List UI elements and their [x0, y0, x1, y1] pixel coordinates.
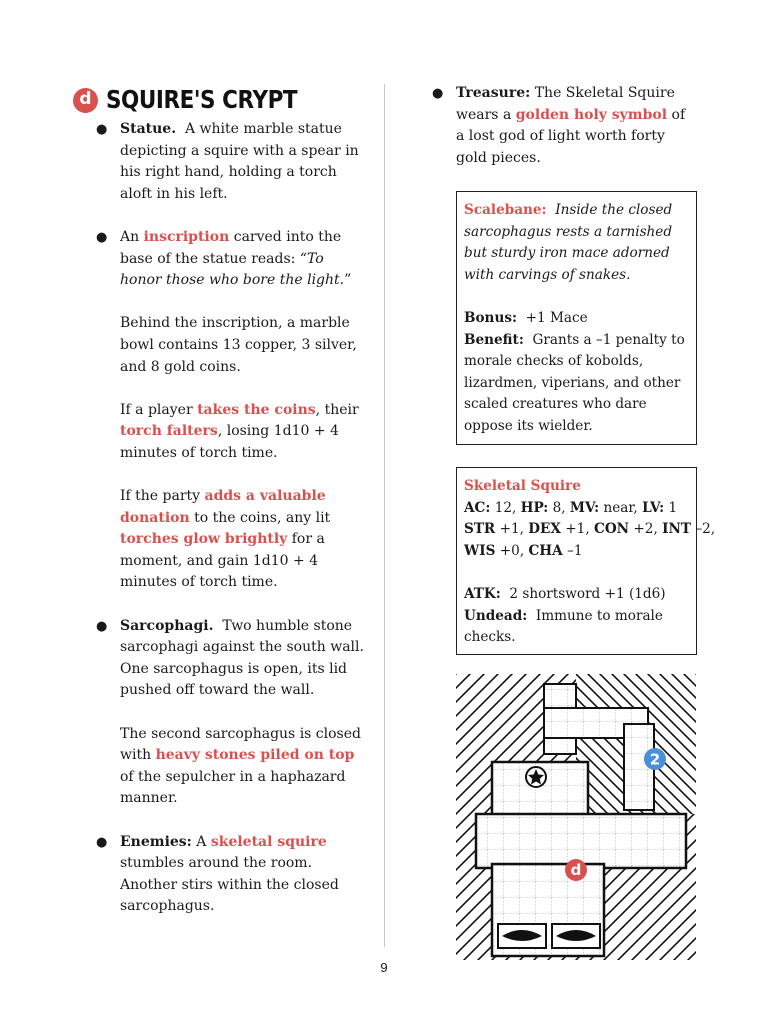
adds-highlight-2: torches glow brightly — [120, 531, 288, 548]
lv-label: LV: — [642, 499, 665, 516]
list-item-sarcophagi — [96, 616, 364, 810]
dex-label: DEX — [528, 521, 561, 538]
enemies-label: Enemies: — [120, 833, 192, 850]
section-heading — [73, 84, 328, 116]
undead-label: Undead: — [464, 607, 528, 624]
inscription-quote: “To honor those who bore the light. — [120, 250, 345, 289]
page-number: 9 — [380, 960, 388, 975]
takes-highlight: takes the coins — [197, 401, 316, 418]
adds-pre: If the party — [120, 488, 205, 505]
stat-block-skeletal-squire — [456, 467, 716, 655]
dex-value: +1, — [565, 521, 590, 538]
str-value: +1, — [499, 521, 524, 538]
enemies-highlight: skeletal squire — [210, 833, 327, 850]
column-divider — [384, 84, 385, 947]
inscription-highlight: inscription — [143, 228, 230, 245]
benefit-value: Grants a –1 penalty to morale checks of kobolds, lizardmen, viperians, and other scaled creatures who dare oppose its wielder. — [464, 331, 685, 434]
takes-highlight-2: torch falters — [120, 423, 218, 440]
cha-value: –1 — [567, 542, 583, 559]
room-badge: d — [73, 88, 98, 113]
wis-value: +0, — [499, 542, 525, 559]
hp-value: 8, — [552, 499, 566, 516]
mv-value: near, — [603, 499, 638, 516]
list-item-statue — [96, 119, 364, 205]
bonus-label: Bonus: — [464, 309, 517, 326]
bonus-value: +1 Mace — [525, 309, 588, 326]
takes-mid: , their — [315, 401, 359, 418]
statue-label: Statue. — [120, 121, 177, 137]
lv-value: 1 — [668, 499, 678, 516]
crossing-hall — [476, 814, 686, 868]
inscription-post: carved into the base of the statue reads: — [120, 228, 342, 267]
cha-label: CHA — [528, 542, 563, 559]
undead-value: Immune to morale checks. — [464, 607, 663, 646]
sarcophagi-text: Two humble stone sarcophagi against the south wall. One sarcophagus is open, its lid pushed off toward the wall. — [120, 617, 364, 699]
bullet-icon: ● — [96, 229, 108, 245]
scalebane-name: Scalebane: — [464, 202, 547, 218]
room-marker-2-label: 2 — [649, 750, 661, 769]
bowl-text: Behind the inscription, a marble bowl contains 13 copper, 3 silver, and 8 gold coins. — [120, 315, 357, 375]
ac-value: 12, — [494, 499, 517, 516]
page-title: SQUIRE'S CRYPT — [106, 85, 298, 115]
int-value: –2, — [695, 521, 716, 538]
takes-pre: If a player — [120, 401, 198, 418]
ac-label: AC: — [464, 499, 491, 516]
benefit-label: Benefit: — [464, 331, 524, 348]
list-item-inscription — [96, 227, 364, 594]
dungeon-map — [456, 674, 696, 960]
str-label: STR — [464, 521, 496, 538]
scalebane-desc: Inside the closed sarcophagus rests a tarnished but sturdy iron mace adorned with carvings of snakes. — [464, 202, 673, 283]
int-label: INT — [662, 521, 692, 538]
bullet-icon: ● — [96, 122, 108, 137]
adds-highlight: adds a valuable donation — [120, 488, 326, 526]
closed-highlight: heavy stones piled on top — [155, 747, 355, 764]
con-value: +2, — [633, 521, 658, 538]
right-column — [432, 83, 696, 169]
adds-mid: to the coins, any lit — [189, 509, 331, 526]
atk-value: 2 shortsword +1 (1d6) — [509, 585, 666, 602]
item-box-scalebane — [456, 191, 697, 445]
closed-post: of the sepulcher in a haphazard manner. — [120, 768, 346, 807]
hp-label: HP: — [520, 499, 549, 516]
enemies-post: stumbles around the room. Another stirs within the closed sarcophagus. — [120, 855, 339, 915]
atk-label: ATK: — [464, 585, 501, 602]
takes-post: , losing 1d10 + 4 minutes of torch time. — [120, 423, 339, 461]
bullet-icon: ● — [96, 834, 108, 850]
statue-text: A white marble statue depicting a squire with a spear in his right hand, holding a torch aloft in his left. — [120, 121, 359, 202]
enemies-pre: A — [191, 833, 211, 850]
treasure-pre: The Skeletal Squire wears a — [456, 85, 675, 123]
list-item-treasure — [432, 83, 696, 169]
bullet-icon: ● — [432, 86, 444, 101]
inscription-pre: An — [120, 228, 144, 245]
treasure-label: Treasure: — [456, 85, 531, 101]
inscription-quote-end: ” — [344, 272, 352, 289]
left-column — [96, 119, 364, 918]
sarcophagi-label: Sarcophagi. — [120, 617, 214, 634]
treasure-highlight: golden holy symbol — [515, 106, 668, 123]
mv-label: MV: — [569, 499, 600, 516]
wis-label: WIS — [464, 542, 496, 559]
closed-pre: The second sarcophagus is closed with — [120, 725, 361, 764]
con-label: CON — [594, 521, 630, 538]
treasure-post: of a lost god of light worth forty gold pieces. — [456, 106, 686, 166]
list-item-enemies — [96, 832, 364, 918]
monster-name: Skeletal Squire — [464, 478, 581, 494]
room-marker-d-label: d — [570, 861, 582, 879]
adds-post: for a moment, and gain 1d10 + 4 minutes of torch time. — [120, 531, 325, 591]
bullet-icon: ● — [96, 618, 108, 634]
